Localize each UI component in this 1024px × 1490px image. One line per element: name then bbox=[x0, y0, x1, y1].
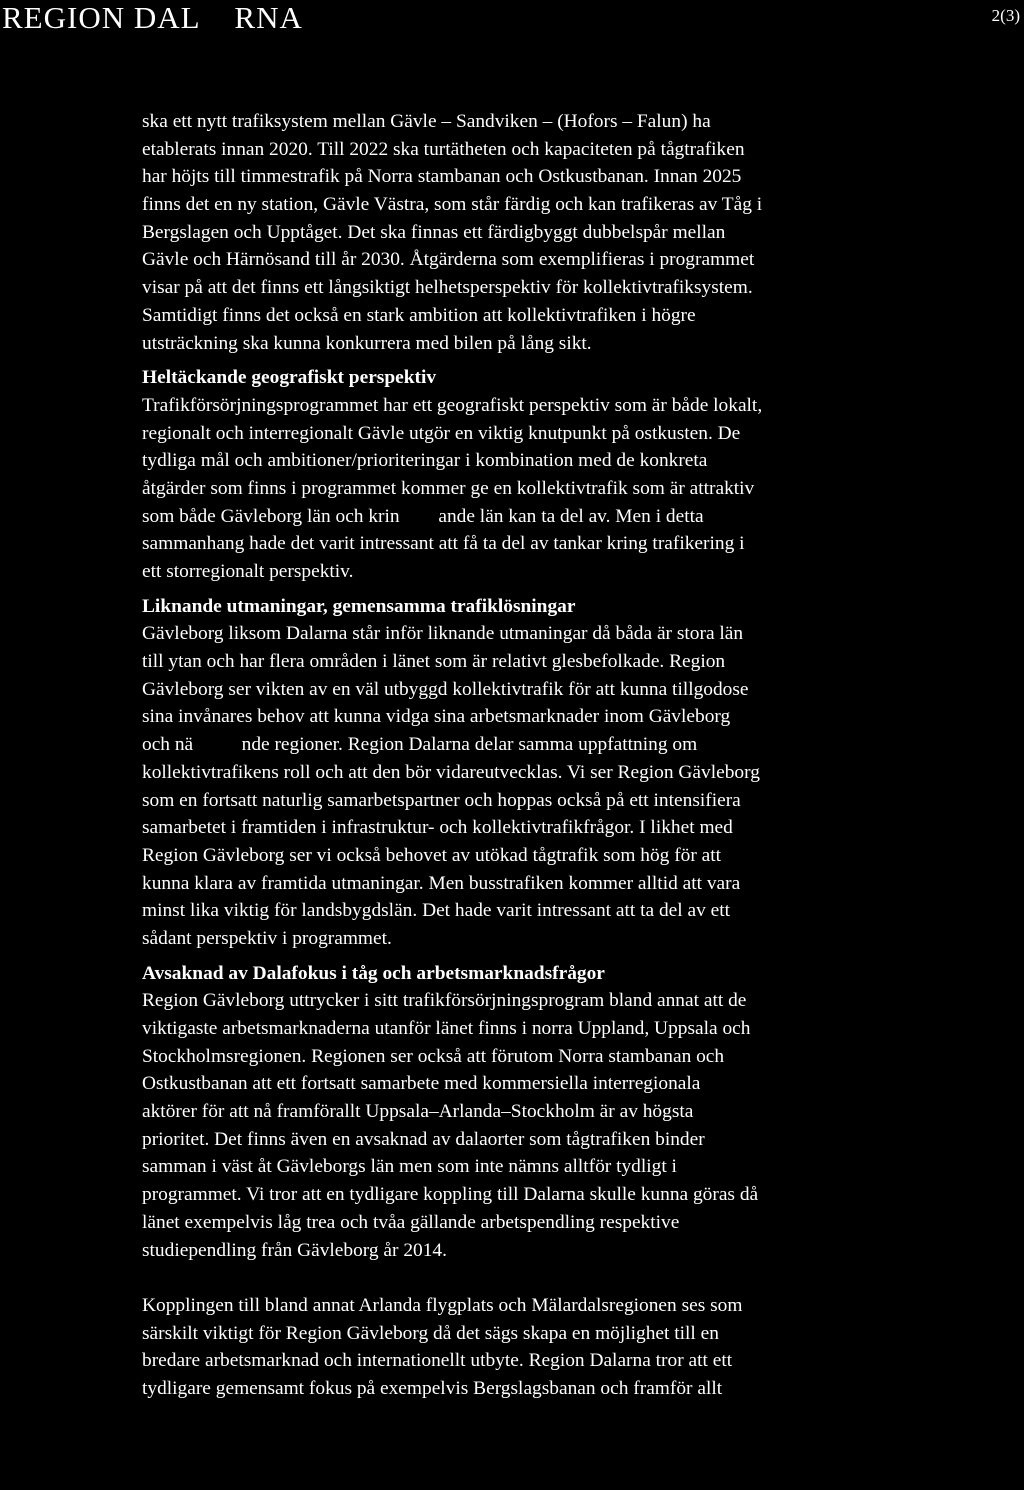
paragraph-section bbox=[142, 1264, 942, 1402]
text-line: bredare arbetsmarknad och internationellt utbyte. Region Dalarna tror att ett bbox=[142, 1350, 733, 1372]
text-line: tydligare gemensamt fokus på exempelvis Bergslagsbanan och framför allt bbox=[142, 1377, 723, 1399]
text-line: sammanhang hade det varit intressant att få ta del av tankar kring trafikering i bbox=[142, 533, 745, 555]
text-line: länet exempelvis låg trea och tvåa gällande arbetspendling respektive bbox=[142, 1211, 680, 1233]
text-line: samarbetet i framtiden i infrastruktur- och kollektivtrafikfrågor. I likhet med bbox=[142, 817, 733, 839]
organization-name: REGION DAL RNA bbox=[2, 0, 303, 35]
text-line: regionalt och interregionalt Gävle utgör en viktig knutpunkt på ostkusten. De bbox=[142, 422, 741, 444]
text-line: viktigaste arbetsmarknaderna utanför länet finns i norra Uppland, Uppsala och bbox=[142, 1018, 751, 1039]
text-line: som både Gävleborg län och krin ande län kan ta del av. Men i detta bbox=[142, 505, 704, 527]
text-line: utsträckning ska kunna konkurrera med bilen på lång sikt. bbox=[142, 332, 592, 354]
text-line: sina invånares behov att kunna vidga sina arbetsmarknader inom Gävleborg bbox=[142, 706, 731, 728]
text-line: prioritet. Det finns även en avsaknad av dalaorter som tågtrafiken binder bbox=[142, 1128, 705, 1150]
text-line: programmet. Vi tror att en tydligare koppling till Dalarna skulle kunna göras då bbox=[142, 1184, 759, 1206]
text-line: ett storregionalt perspektiv. bbox=[142, 561, 354, 582]
text-line: Samtidigt finns det också en stark ambition att kollektivtrafiken i högre bbox=[142, 304, 696, 326]
paragraph-section bbox=[142, 960, 942, 1265]
paragraph-section bbox=[142, 593, 942, 953]
paragraph-section bbox=[142, 364, 942, 586]
text-line: Bergslagen och Upptåget. Det ska finnas ett färdigbyggt dubbelspår mellan bbox=[142, 221, 726, 243]
text-line: åtgärder som finns i programmet kommer ge en kollektivtrafik som är attraktiv bbox=[142, 477, 755, 499]
text-line: kollektivtrafikens roll och att den bör vidareutvecklas. Vi ser Region Gävleborg bbox=[142, 761, 760, 783]
section-heading: Avsaknad av Dalafokus i tåg och arbetsmarknadsfrågor bbox=[142, 962, 605, 984]
text-line: Gävleborg ser vikten av en väl utbyggd kollektivtrafik för att kunna tillgodose bbox=[142, 678, 749, 700]
text-line: finns det en ny station, Gävle Västra, som står färdig och kan trafikeras av Tåg i bbox=[142, 194, 763, 216]
text-line: visar på att det finns ett långsiktigt helhetsperspektiv för kollektivtrafiksystem. bbox=[142, 277, 753, 299]
text-line: Gävleborg liksom Dalarna står inför liknande utmaningar då båda är stora län bbox=[142, 623, 744, 645]
text-line: särskilt viktigt för Region Gävleborg då det sägs skapa en möjlighet till en bbox=[142, 1322, 719, 1344]
text-line: har höjts till timmestrafik på Norra stambanan och Ostkustbanan. Innan 2025 bbox=[142, 166, 742, 188]
text-line: Gävle och Härnösand till år 2030. Åtgärderna som exemplifieras i programmet bbox=[142, 249, 755, 271]
text-line: Stockholmsregionen. Regionen ser också att förutom Norra stambanan och bbox=[142, 1045, 725, 1067]
document-body bbox=[142, 108, 942, 1403]
text-line: tydliga mål och ambitioner/prioriteringar i kombination med de konkreta bbox=[142, 450, 708, 472]
page-header bbox=[0, 0, 1024, 40]
text-line: och nä nde regioner. Region Dalarna delar samma uppfattning om bbox=[142, 734, 698, 756]
text-line: Trafikförsörjningsprogrammet har ett geografiskt perspektiv som är både lokalt, bbox=[142, 394, 763, 416]
page-number: 2(3) bbox=[991, 6, 1020, 25]
section-heading: Heltäckande geografiskt perspektiv bbox=[142, 367, 437, 389]
text-line: etablerats innan 2020. Till 2022 ska turtätheten och kapaciteten på tågtrafiken bbox=[142, 138, 745, 160]
text-line: kunna klara av framtida utmaningar. Men busstrafiken kommer alltid att vara bbox=[142, 872, 741, 894]
text-line: Kopplingen till bland annat Arlanda flygplats och Mälardalsregionen ses som bbox=[142, 1294, 743, 1316]
text-line: som en fortsatt naturlig samarbetspartner och hoppas också på ett intensifiera bbox=[142, 789, 741, 811]
text-line: Region Gävleborg ser vi också behovet av utökad tågtrafik som hög för att bbox=[142, 844, 722, 866]
text-line: samman i väst åt Gävleborgs län men som inte nämns alltför tydligt i bbox=[142, 1156, 677, 1178]
text-line: till ytan och har flera områden i länet som är relativt glesbefolkade. Region bbox=[142, 651, 726, 673]
text-line: Region Gävleborg uttrycker i sitt trafikförsörjningsprogram bland annat att de bbox=[142, 990, 747, 1012]
paragraph-section bbox=[142, 108, 942, 357]
paragraph-gap bbox=[142, 1264, 942, 1292]
text-line: studiependling från Gävleborg år 2014. bbox=[142, 1239, 447, 1261]
text-line: sådant perspektiv i programmet. bbox=[142, 927, 392, 949]
text-line: aktörer för att nå framförallt Uppsala–Arlanda–Stockholm är av högsta bbox=[142, 1101, 694, 1123]
text-line: minst lika viktig för landsbygdslän. Det hade varit intressant att ta del av ett bbox=[142, 900, 731, 922]
section-heading: Liknande utmaningar, gemensamma trafiklösningar bbox=[142, 595, 576, 617]
text-line: ska ett nytt trafiksystem mellan Gävle – Sandviken – (Hofors – Falun) ha bbox=[142, 111, 711, 132]
text-line: Ostkustbanan att ett fortsatt samarbete med kommersiella interregionala bbox=[142, 1073, 701, 1095]
